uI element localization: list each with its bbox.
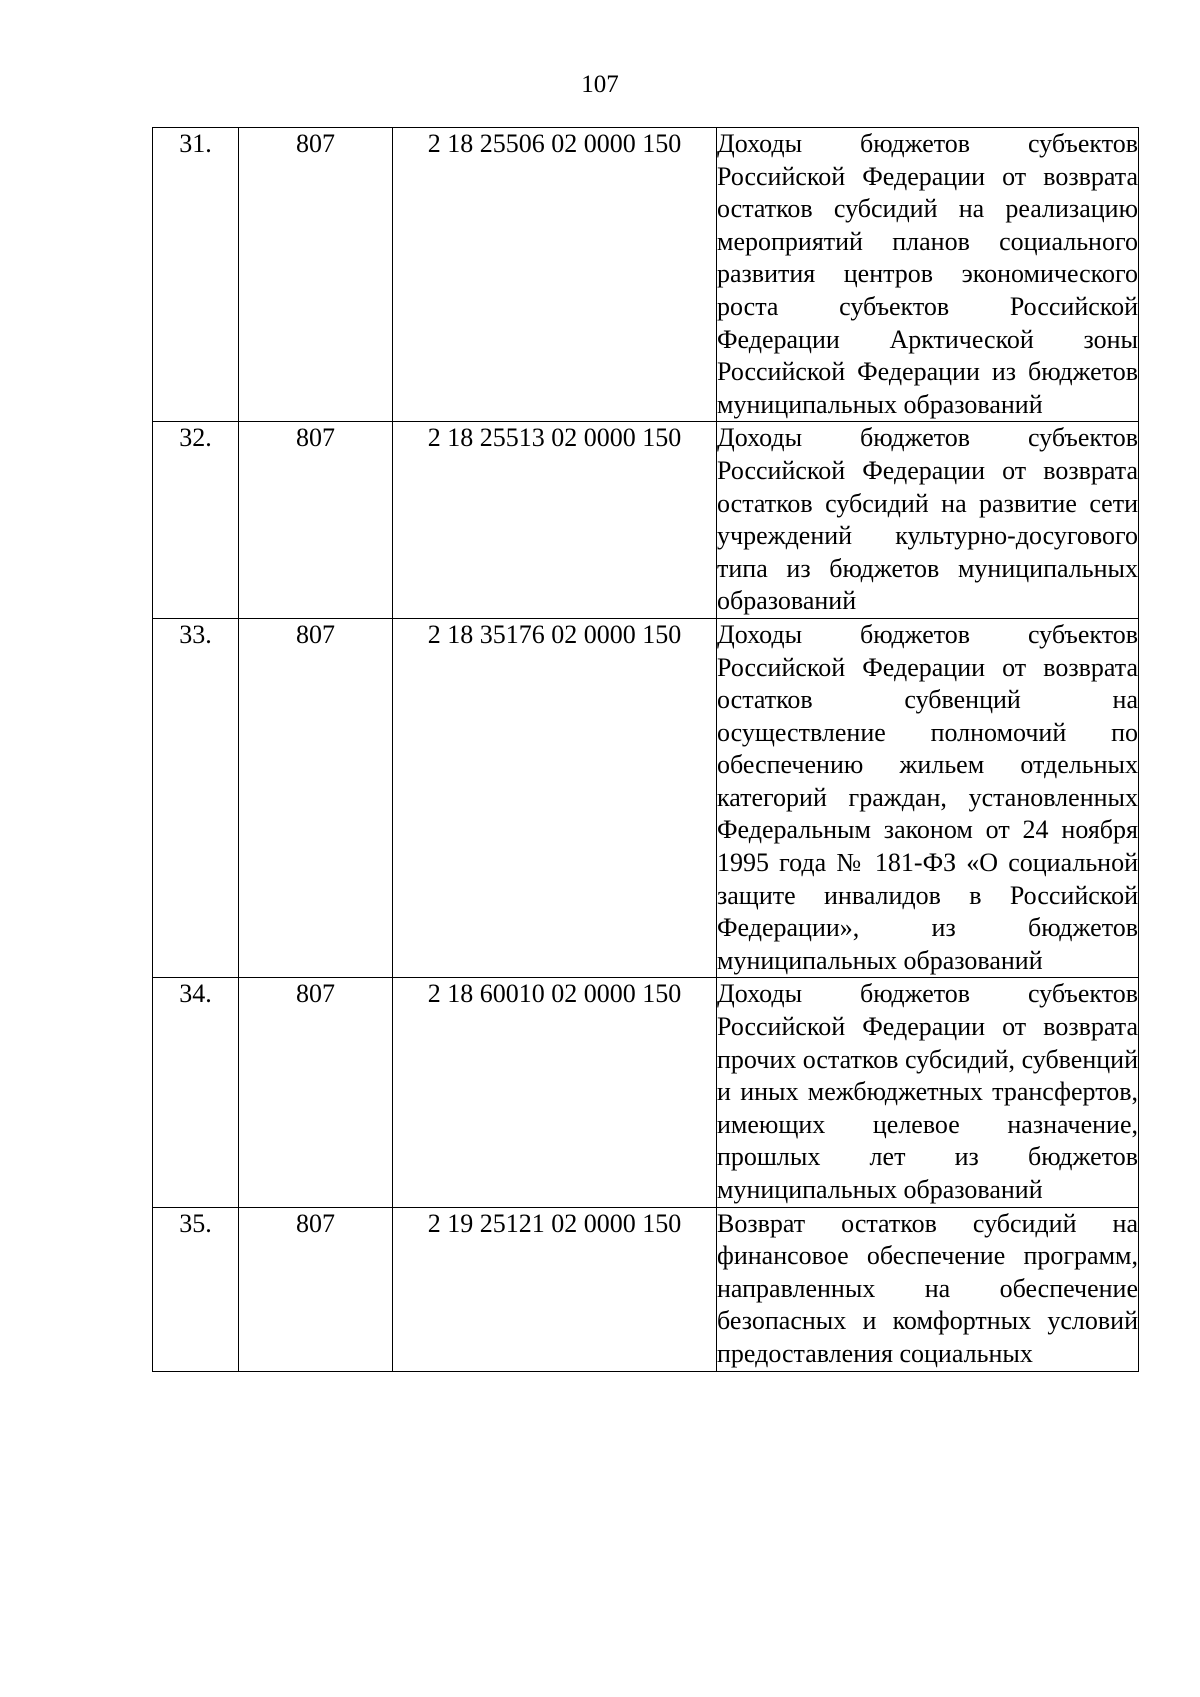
administrator-code-cell: 807 [239, 1207, 393, 1371]
budget-classification-code-cell: 2 18 35176 02 0000 150 [393, 618, 717, 978]
row-number-cell: 31. [153, 128, 239, 422]
budget-classification-code-cell: 2 18 25513 02 0000 150 [393, 422, 717, 619]
revenue-description-cell: Возврат остатков субсидий на финансовое обеспечение программ, направленных на обеспечение безопасных и комфортных условий предоставления социальных [717, 1207, 1139, 1371]
row-number-cell: 32. [153, 422, 239, 619]
table-row [153, 978, 1139, 1207]
revenue-description-cell: Доходы бюджетов субъектов Российской Федерации от возврата прочих остатков субсидий, субвенций и иных межбюджетных трансфертов, имеющих целевое назначение, прошлых лет из бюджетов муниципальных образований [717, 978, 1139, 1207]
revenue-codes-table [152, 127, 1139, 1372]
page-number: 107 [581, 71, 619, 98]
administrator-code-cell: 807 [239, 618, 393, 978]
budget-classification-code-cell: 2 19 25121 02 0000 150 [393, 1207, 717, 1371]
budget-classification-code-cell: 2 18 60010 02 0000 150 [393, 978, 717, 1207]
table-row [153, 1207, 1139, 1371]
budget-classification-code-cell: 2 18 25506 02 0000 150 [393, 128, 717, 422]
revenue-description-cell: Доходы бюджетов субъектов Российской Федерации от возврата остатков субсидий на развитие сети учреждений культурно-досугового типа из бюджетов муниципальных образований [717, 422, 1139, 619]
row-number-cell: 34. [153, 978, 239, 1207]
revenue-description-cell: Доходы бюджетов субъектов Российской Федерации от возврата остатков субвенций на осуществление полномочий по обеспечению жильем отдельных категорий граждан, установленных Федеральным законом от 24 ноября 1995 года № 181-ФЗ «О социальной защите инвалидов в Российской Федерации», из бюджетов муниципальных образований [717, 618, 1139, 978]
administrator-code-cell: 807 [239, 128, 393, 422]
table-row [153, 128, 1139, 422]
table-row [153, 618, 1139, 978]
row-number-cell: 33. [153, 618, 239, 978]
administrator-code-cell: 807 [239, 422, 393, 619]
row-number-cell: 35. [153, 1207, 239, 1371]
table-row [153, 422, 1139, 619]
revenue-description-cell: Доходы бюджетов субъектов Российской Федерации от возврата остатков субсидий на реализацию мероприятий планов социального развития центров экономического роста субъектов Российской Федерации Арктической зоны Российской Федерации из бюджетов муниципальных образований [717, 128, 1139, 422]
administrator-code-cell: 807 [239, 978, 393, 1207]
